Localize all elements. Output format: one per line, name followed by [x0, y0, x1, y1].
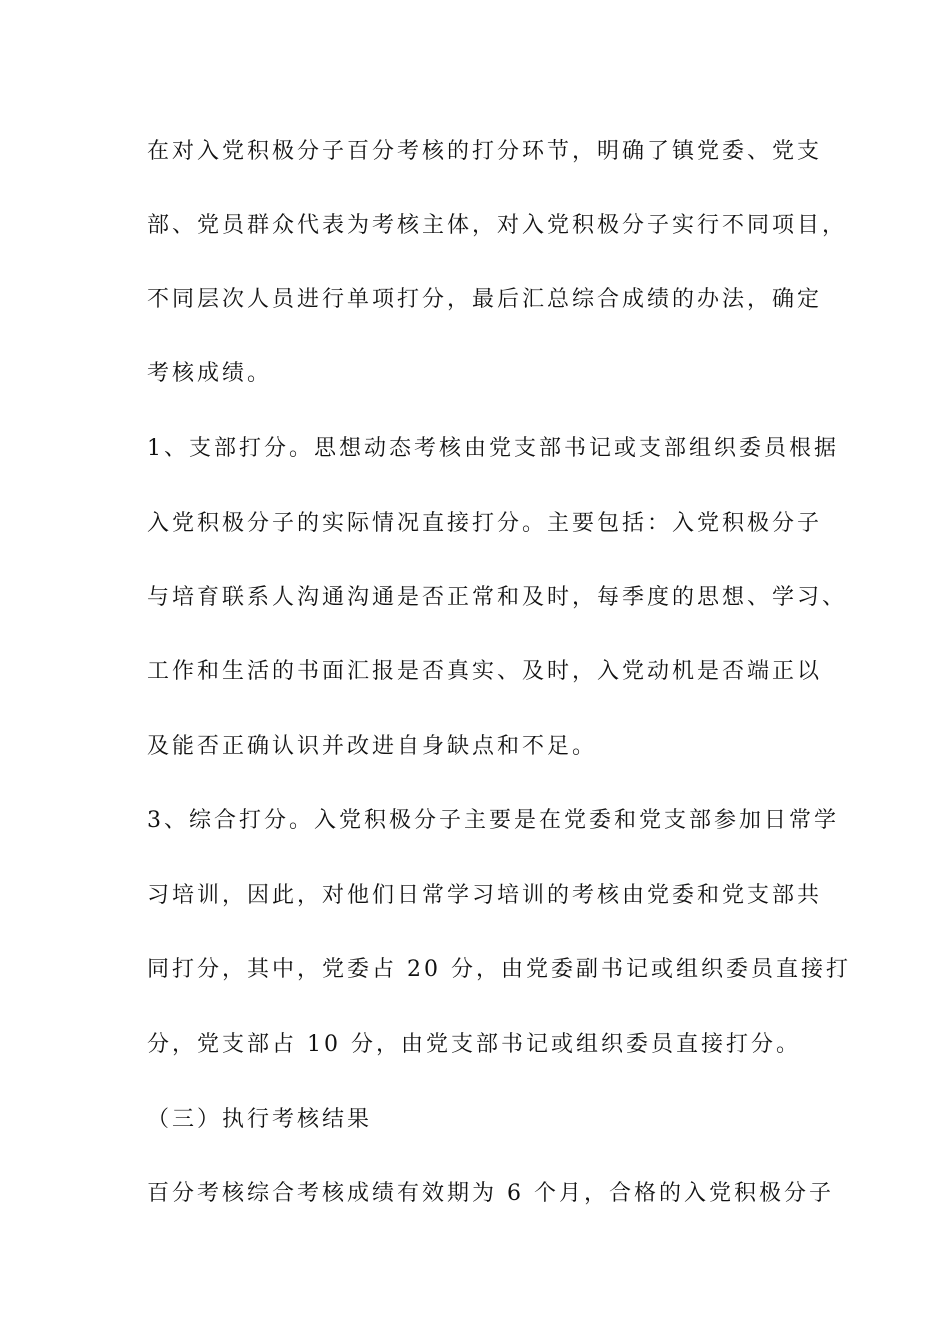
paragraph-1-line-3: 不同层次人员进行单项打分，最后汇总综合成绩的办法，确定 [147, 287, 823, 312]
paragraph-1-line-4: 考核成绩。 [147, 361, 273, 386]
paragraph-1-line-1: 在对入党积极分子百分考核的打分环节，明确了镇党委、党支 [147, 139, 823, 164]
paragraph-2-line-1: 1、支部打分。思想动态考核由党支部书记或支部组织委员根据 [147, 436, 839, 461]
paragraph-2-line-2: 入党积极分子的实际情况直接打分。主要包括：入党积极分子 [147, 511, 823, 536]
paragraph-3-line-4: 分，党支部占 10 分，由党支部书记或组织委员直接打分。 [147, 1032, 801, 1057]
paragraph-3-line-3: 同打分，其中，党委占 20 分，由党委副书记或组织委员直接打 [147, 957, 851, 982]
paragraph-1-line-2: 部、党员群众代表为考核主体，对入党积极分子实行不同项目， [147, 213, 848, 238]
paragraph-2-line-4: 工作和生活的书面汇报是否真实、及时，入党动机是否端正以 [147, 659, 823, 684]
paragraph-5-line-1: 百分考核综合考核成绩有效期为 6 个月，合格的入党积极分子 [147, 1181, 834, 1206]
paragraph-3-line-2: 习培训，因此，对他们日常学习培训的考核由党委和党支部共 [147, 883, 823, 908]
paragraph-2-line-5: 及能否正确认识并改进自身缺点和不足。 [147, 734, 598, 759]
paragraph-2-line-3: 与培育联系人沟通沟通是否正常和及时，每季度的思想、学习、 [147, 585, 848, 610]
paragraph-3-line-1: 3、综合打分。入党积极分子主要是在党委和党支部参加日常学 [147, 808, 839, 833]
section-heading: （三）执行考核结果 [147, 1107, 373, 1132]
